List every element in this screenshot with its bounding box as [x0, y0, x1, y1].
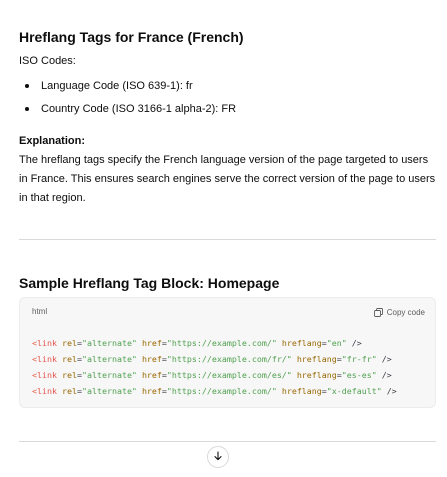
bullet-icon: [25, 107, 29, 111]
section-heading-france: Hreflang Tags for France (French): [19, 29, 244, 45]
bullet-icon: [25, 84, 29, 88]
copy-code-label: Copy code: [386, 307, 425, 317]
copy-code-button[interactable]: [374, 305, 425, 319]
iso-codes-label: ISO Codes:: [19, 55, 76, 67]
divider: [19, 441, 436, 442]
language-code-text: Language Code (ISO 639-1): fr: [41, 80, 193, 92]
country-code-text: Country Code (ISO 3166-1 alpha-2): FR: [41, 103, 237, 115]
explanation-label: Explanation:: [19, 135, 86, 147]
code-line: <link rel="alternate" href="https://example.com/" hreflang="en" />: [32, 338, 362, 348]
code-line: <link rel="alternate" href="https://example.com/" hreflang="x-default" />: [32, 386, 397, 396]
scroll-down-button[interactable]: [207, 446, 229, 468]
section-heading-sample: Sample Hreflang Tag Block: Homepage: [19, 275, 280, 291]
explanation-text: The hreflang tags specify the French language version of the page targeted to users in France. This ensures search engines serve the correct version of the page to users in that region.: [19, 154, 436, 204]
copy-icon: [374, 308, 383, 317]
divider: [19, 239, 436, 240]
code-block: [19, 297, 436, 408]
code-line: <link rel="alternate" href="https://example.com/es/" hreflang="es-es" />: [32, 370, 392, 380]
code-content: [32, 335, 397, 399]
code-line: <link rel="alternate" href="https://example.com/fr/" hreflang="fr-fr" />: [32, 354, 392, 364]
arrow-down-icon: [213, 448, 223, 466]
code-language-label: html: [32, 307, 48, 316]
